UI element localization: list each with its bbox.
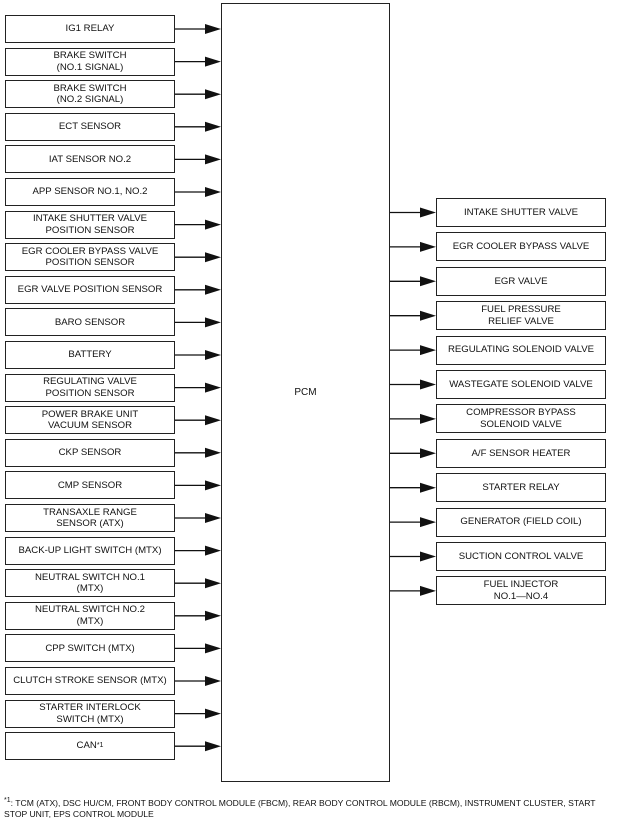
arrow-head bbox=[205, 709, 221, 719]
input-label: APP SENSOR NO.1, NO.2 bbox=[32, 186, 148, 198]
input-label: BARO SENSOR bbox=[54, 316, 126, 328]
arrow-head bbox=[420, 242, 436, 252]
output-regulating-solenoid-valve bbox=[436, 336, 606, 365]
input-brake-switch-no-2-signal bbox=[5, 80, 175, 108]
arrow-head bbox=[420, 208, 436, 218]
output-label: INTAKE SHUTTER VALVE bbox=[463, 206, 579, 218]
footnote-text: : TCM (ATX), DSC HU/CM, FRONT BODY CONTROL MODULE (FBCM), REAR BODY CONTROL MODULE (RBCM), INSTRUMENT CLUSTER, START STOP UNIT, EPS CONTROL MODULE bbox=[4, 798, 596, 819]
arrow-head bbox=[420, 483, 436, 493]
input-ect-sensor bbox=[5, 113, 175, 141]
arrow-head bbox=[205, 187, 221, 197]
output-label: COMPRESSOR BYPASS SOLENOID VALVE bbox=[466, 407, 576, 430]
output-label: SUCTION CONTROL VALVE bbox=[458, 550, 584, 562]
output-fuel-injector-no-1-no-4 bbox=[436, 576, 606, 605]
output-fuel-pressure-relief-valve bbox=[436, 301, 606, 330]
input-back-up-light-switch-mtx bbox=[5, 537, 175, 565]
arrow-head bbox=[420, 448, 436, 458]
input-cmp-sensor bbox=[5, 471, 175, 499]
arrow-head bbox=[205, 350, 221, 360]
arrow-head bbox=[205, 643, 221, 653]
input-transaxle-range-sensor-atx bbox=[5, 504, 175, 532]
input-label: INTAKE SHUTTER VALVE POSITION SENSOR bbox=[32, 213, 148, 236]
arrow-head bbox=[205, 676, 221, 686]
arrow-head bbox=[205, 220, 221, 230]
input-label: CKP SENSOR bbox=[58, 447, 122, 459]
input-label: CLUTCH STROKE SENSOR (MTX) bbox=[13, 675, 167, 687]
input-label: NEUTRAL SWITCH NO.1 (MTX) bbox=[35, 571, 145, 595]
arrow-head bbox=[420, 345, 436, 355]
output-label: FUEL INJECTOR NO.1—NO.4 bbox=[483, 579, 559, 602]
output-label: EGR VALVE bbox=[494, 275, 548, 287]
input-label: BATTERY bbox=[68, 349, 112, 361]
output-starter-relay bbox=[436, 473, 606, 502]
input-label: POWER BRAKE UNIT VACUUM SENSOR bbox=[41, 408, 139, 432]
input-neutral-switch-no-1-mtx bbox=[5, 569, 175, 597]
input-intake-shutter-valve-position-sensor bbox=[5, 211, 175, 239]
arrow-head bbox=[205, 89, 221, 99]
input-label: TRANSAXLE RANGE SENSOR (ATX) bbox=[43, 506, 137, 529]
arrow-head bbox=[205, 546, 221, 556]
output-label: REGULATING SOLENOID VALVE bbox=[447, 344, 595, 356]
input-label: IAT SENSOR NO.2 bbox=[48, 153, 132, 165]
input-baro-sensor bbox=[5, 308, 175, 336]
input-label: STARTER INTERLOCK SWITCH (MTX) bbox=[39, 702, 141, 725]
arrow-head bbox=[205, 252, 221, 262]
arrow-head bbox=[205, 448, 221, 458]
arrow-head bbox=[205, 415, 221, 425]
input-can: CAN *1 bbox=[5, 732, 175, 760]
output-suction-control-valve bbox=[436, 542, 606, 571]
output-label: A/F SENSOR HEATER bbox=[471, 447, 571, 459]
footnote-mark: *1 bbox=[4, 797, 11, 805]
arrow-head bbox=[420, 380, 436, 390]
input-label: EGR COOLER BYPASS VALVE POSITION SENSOR bbox=[21, 245, 159, 269]
input-regulating-valve-position-sensor bbox=[5, 374, 175, 402]
input-label: BRAKE SWITCH (NO.2 SIGNAL) bbox=[53, 82, 127, 106]
input-battery bbox=[5, 341, 175, 369]
input-label: BACK-UP LIGHT SWITCH (MTX) bbox=[18, 544, 162, 556]
arrow-head bbox=[420, 414, 436, 424]
output-egr-cooler-bypass-valve bbox=[436, 232, 606, 261]
arrow-head bbox=[420, 552, 436, 562]
output-generator-field-coil bbox=[436, 508, 606, 537]
arrow-head bbox=[205, 154, 221, 164]
output-intake-shutter-valve bbox=[436, 198, 606, 227]
arrow-head bbox=[205, 611, 221, 621]
input-label: CPP SWITCH (MTX) bbox=[45, 642, 135, 654]
input-egr-valve-position-sensor bbox=[5, 276, 175, 304]
arrow-head bbox=[205, 513, 221, 523]
arrow-head bbox=[205, 24, 221, 34]
input-neutral-switch-no-2-mtx bbox=[5, 602, 175, 630]
output-compressor-bypass-solenoid-valve bbox=[436, 404, 606, 433]
output-label: GENERATOR (FIELD COIL) bbox=[460, 516, 582, 528]
input-clutch-stroke-sensor-mtx bbox=[5, 667, 175, 695]
input-label: EGR VALVE POSITION SENSOR bbox=[17, 284, 163, 296]
arrow-head bbox=[205, 741, 221, 751]
input-cpp-switch-mtx bbox=[5, 634, 175, 662]
arrow-head bbox=[205, 383, 221, 393]
input-iat-sensor-no-2 bbox=[5, 145, 175, 173]
arrow-head bbox=[205, 57, 221, 67]
input-label: REGULATING VALVE POSITION SENSOR bbox=[43, 376, 137, 399]
input-egr-cooler-bypass-valve-position-sensor bbox=[5, 243, 175, 271]
pcm-label: PCM bbox=[294, 387, 317, 398]
pcm-block bbox=[221, 3, 390, 782]
output-label: EGR COOLER BYPASS VALVE bbox=[452, 241, 590, 253]
input-label: CMP SENSOR bbox=[57, 479, 123, 491]
input-label: IG1 RELAY bbox=[65, 23, 115, 35]
arrow-head bbox=[205, 317, 221, 327]
arrow-head bbox=[205, 285, 221, 295]
footnote bbox=[4, 798, 610, 820]
input-label: NEUTRAL SWITCH NO.2 (MTX) bbox=[35, 604, 145, 627]
output-a-f-sensor-heater bbox=[436, 439, 606, 468]
arrow-head bbox=[420, 276, 436, 286]
output-wastegate-solenoid-valve bbox=[436, 370, 606, 399]
output-label: WASTEGATE SOLENOID VALVE bbox=[449, 378, 593, 390]
input-label: CAN bbox=[76, 740, 97, 752]
arrow-head bbox=[420, 517, 436, 527]
arrow-head bbox=[205, 122, 221, 132]
arrow-head bbox=[420, 586, 436, 596]
input-power-brake-unit-vacuum-sensor bbox=[5, 406, 175, 434]
output-label: STARTER RELAY bbox=[482, 481, 560, 493]
output-egr-valve bbox=[436, 267, 606, 296]
input-ig1-relay bbox=[5, 15, 175, 43]
input-app-sensor-no-1-no-2 bbox=[5, 178, 175, 206]
input-brake-switch-no-1-signal bbox=[5, 48, 175, 76]
arrow-head bbox=[420, 311, 436, 321]
arrow-head bbox=[205, 480, 221, 490]
output-label: FUEL PRESSURE RELIEF VALVE bbox=[481, 304, 561, 327]
input-ckp-sensor bbox=[5, 439, 175, 467]
input-label: BRAKE SWITCH (NO.1 SIGNAL) bbox=[53, 50, 127, 73]
arrow-head bbox=[205, 578, 221, 588]
input-label: ECT SENSOR bbox=[58, 121, 122, 133]
input-starter-interlock-switch-mtx bbox=[5, 700, 175, 728]
